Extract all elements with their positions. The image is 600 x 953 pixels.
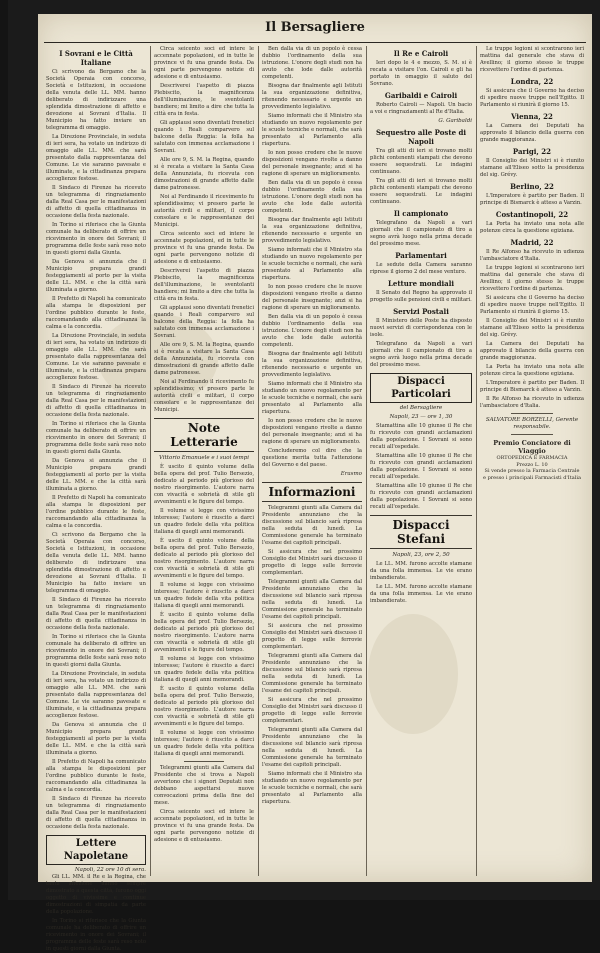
article-paragraph: Telegrammi giunti alla Camera dal Presidente annunziano che la discussione sul bilancio sarà ripresa nella seduta di lunedì. La Commissione generale ha terminato l'esame dei capitoli principali. (262, 505, 362, 546)
letters-heading: Lettere Napoletane (46, 835, 146, 865)
advertisement-line: Si vende presso la Farmacia Centrale (484, 468, 580, 474)
article-paragraph: Tra gli atti di ieri si trovano molti plichi contenenti stampati che devono essere sequestrati. Le indagini continuano. (370, 178, 472, 205)
news-city-heading: Costantinopoli, 22 (495, 210, 569, 219)
article-heading: Servizi Postali (393, 307, 449, 316)
newspaper-page (38, 14, 592, 952)
article-paragraph: Gli LL. MM. il Re e la Regina, che tanta affezione hanno sempre dimostrato a questa città, furono oggi oggetto di vivissime e continue dimostrazioni di simpatia da parte della popolazione. (46, 874, 146, 915)
article-paragraph: Noi al Ferdinando il ricevimento fu splendidissimo; vi presero parte le autorità civili e militari, il corpo consolare e le rappresentanze dei Municipi. (154, 194, 254, 228)
article-paragraph: Concluderemo col dire che la questione merita tutta l'attenzione del Governo e del paese. (262, 448, 362, 468)
article-paragraph: Il Sindaco di Firenze ha ricevuto un telegramma di ringraziamento dalla Real Casa per le manifestazioni di affetto di quella cittadinanza in occasione della festa nazionale. (46, 384, 146, 418)
section-heading: Informazioni (262, 482, 362, 502)
article-paragraph: L'Imperatore è partito per Baden. Il principe di Bismarck è atteso a Varzin. (480, 193, 584, 206)
article-paragraph: Descriverei l'aspetto di piazza Plebiscito, la magnificenza dell'illuminazione, le sventolanti bandiere; mi limito a dire che tutta la città era in festa. (154, 268, 254, 302)
article-paragraph: Da Genova si annunzia che il Municipio prepara grandi festeggiamenti al porto per la visita delle LL. MM. e che la città sarà illuminata a giorno. (46, 722, 146, 756)
article-paragraph: La Direzione Provinciale, in seduta di ieri sera, ha votato un indirizzo di omaggio alle LL. MM. che sarà presentato dalla rappresentanza del Comune. Le vie saranno pavesate e illuminate, e la cittadinanza prepara accoglienze festose. (46, 333, 146, 381)
article-paragraph: La Direzione Provinciale, in seduta di ieri sera, ha votato un indirizzo di omaggio alle LL. MM. che sarà presentato dalla rappresentanza del Comune. Le vie saranno pavesate e illuminate, e la cittadinanza prepara accoglienze festose. (46, 134, 146, 182)
article-paragraph: Telegrafano da Napoli a vari giornali che il campionato di tiro a segno avrà luogo nella prima decade del prossimo mese. (370, 341, 472, 368)
article-heading: Garibaldi e Cairoli (384, 91, 458, 100)
news-city-heading: Vienna, 22 (511, 112, 553, 121)
article-paragraph: Alle ore 9, S. M. la Regina, quando si è recata a visitare la Santa Casa della Annunziata, fu ricevuta con dimostrazioni di grande affetto dalle dame patronesse. (154, 157, 254, 191)
article-paragraph: È uscito il quinto volume della bella opera del prof. Tulio Bersezio, dedicato al periodo più glorioso del nostro risorgimento. L'autore narra con vivacità e sobrietà di stile gli avvenimenti e le figure del tempo. (154, 686, 254, 727)
article-paragraph: La Porta ha inviato una nota alle potenze circa la questione egiziana. (480, 221, 584, 234)
article-paragraph: Il volume si legge con vivissimo interesse; l'autore è riuscito a darci un quadro fedele della vita politica italiana di quegli anni memorandi. (154, 730, 254, 757)
article-paragraph: Le truppe legioni si scontrarono ieri mattina dal generale che stava di Avellino; il giorno stesso le truppe ricevettero l'ordine di partenza. (480, 265, 584, 292)
article-paragraph: Gli applausi sono diventati frenetici quando i Reali comparvero sul balcone della Reggia: la folla ha salutato con immensa acclamazione i Sovrani. (154, 305, 254, 339)
scan-background (8, 0, 600, 952)
article-paragraph: Da Genova si annunzia che il Municipio prepara grandi festeggiamenti al porto per la visita delle LL. MM. e che la città sarà illuminata a giorno. (46, 259, 146, 293)
article-paragraph: Il Sindaco di Firenze ha ricevuto un telegramma di ringraziamento dalla Real Casa per le manifestazioni di affetto di quella cittadinanza in occasione della festa nazionale. (46, 185, 146, 219)
article-paragraph: Gli applausi sono diventati frenetici quando i Reali comparvero sul balcone della Reggia: la folla ha salutato con immensa acclamazione i Sovrani. (154, 120, 254, 154)
dispatch-heading: Dispacci Stefani (370, 515, 472, 549)
column-divider (258, 46, 259, 876)
article-paragraph: Si assicura che nel prossimo Consiglio dei Ministri sarà discusso il progetto di legge sulle ferrovie complementari. (262, 697, 362, 724)
article-paragraph: Il Re Alfonso ha ricevuto in udienza l'ambasciatore d'Italia. (480, 396, 584, 409)
article-paragraph: Descriverei l'aspetto di piazza Plebiscito, la magnificenza dell'illuminazione, le sventolanti bandiere; mi limito a dire che tutta la città era in festa. (154, 83, 254, 117)
article-paragraph: Siamo informati che il Ministro sta studiando un nuovo regolamento per le scuole tecniche e normali, che sarà presentato al Parlamento alla riapertura. (262, 381, 362, 415)
dispatch-heading: Dispacci Particolari (370, 373, 472, 403)
article-paragraph: Si assicura che nel prossimo Consiglio dei Ministri sarà discusso il progetto di legge sulle ferrovie complementari. (262, 549, 362, 576)
article-paragraph: Da Genova si annunzia che il Municipio prepara grandi festeggiamenti al porto per la visita delle LL. MM. e che la città sarà illuminata a giorno. (46, 458, 146, 492)
article-paragraph: Siamo informati che il Ministro sta studiando un nuovo regolamento per le scuole tecniche e normali, che sarà presentato al Parlamento alla riapertura. (262, 247, 362, 281)
article-paragraph: In Torino si riferisce che la Giunta comunale ha deliberato di offrire un ricevimento in onore dei Sovrani; il programma delle feste sarà reso noto in questi giorni dalla Giunta. (46, 918, 146, 952)
article-paragraph: Io non posso credere che le nuove disposizioni vengano rivolte a danno del personale insegnante; anzi si ha ragione di sperare un miglioramento. (262, 150, 362, 177)
article-paragraph: Il Consiglio dei Ministri si è riunito stamane all'Eliseo sotto la presidenza del sig. Grévy. (480, 318, 584, 338)
article-paragraph: Alle ore 9, S. M. la Regina, quando si è recata a visitare la Santa Casa della Annunziata, fu ricevuta con dimostrazioni di grande affetto dalle dame patronesse. (154, 342, 254, 376)
article-paragraph: Io non posso credere che le nuove disposizioni vengano rivolte a danno del personale insegnante; anzi si ha ragione di sperare un miglioramento. (262, 284, 362, 311)
article-paragraph: La Camera dei Deputati ha approvato il bilancio della guerra con grande maggioranza. (480, 123, 584, 143)
dateline: Napoli, 22 ore 10 di sera. (74, 867, 146, 873)
advertisement-title: Premio Conciatore di Viaggio (493, 439, 571, 455)
article-paragraph: Telegrammi giunti alla Camera dal Presidente che si trova a Napoli avvertono che i signori Deputati non debbano aspettarsi nuove convocazioni prima della fine del mese. (154, 765, 254, 806)
article-paragraph: Il Prefetto di Napoli ha comunicato alla stampa le disposizioni per l'ordine pubblico durante le feste, raccomandando alla cittadinanza la calma e la concordia. (46, 296, 146, 330)
article-paragraph: L'Imperatore è partito per Baden. Il principe di Bismarck è atteso a Varzin. (480, 380, 584, 393)
article-paragraph: Siamo informati che il Ministro sta studiando un nuovo regolamento per le scuole tecniche e normali, che sarà presentato al Parlamento alla riapertura. (262, 113, 362, 147)
article-paragraph: Tra gli atti di ieri si trovano molti plichi contenenti stampati che devono essere sequestrati. Le indagini continuano. (370, 148, 472, 175)
article-paragraph: Noi al Ferdinando il ricevimento fu splendidissimo; vi presero parte le autorità civili e militari, il corpo consolare e le rappresentanze dei Municipi. (154, 379, 254, 413)
article-paragraph: Bisogna dar finalmente agli Istituti la sua organizzazione definitiva, ritenendo necessario e urgente un provvedimento legislativo. (262, 83, 362, 110)
article-paragraph: Roberto Cairoli — Napoli. Un bacio a voi e ringraziamenti al Re d'Italia. (370, 102, 472, 115)
article-paragraph: È uscito il quinto volume della bella opera del prof. Tulio Bersezio, dedicato al periodo più glorioso del nostro risorgimento. L'autore narra con vivacità e sobrietà di stile gli avvenimenti e le figure del tempo. (154, 538, 254, 579)
column-2 (154, 46, 254, 876)
advertisement-line: Prezzo L. 10 (516, 461, 548, 468)
article-paragraph: Il volume si legge con vivissimo interesse; l'autore è riuscito a darci un quadro fedele della vita politica italiana di quegli anni memorandi. (154, 508, 254, 535)
gerente-line: SALVATORE BORZELLI, Gerente responsabile. (485, 417, 579, 430)
article-paragraph: Il volume si legge con vivissimo interesse; l'autore è riuscito a darci un quadro fedele della vita politica italiana di quegli anni memorandi. (154, 656, 254, 683)
article-paragraph: Il Consiglio dei Ministri si è riunito stamane all'Eliseo sotto la presidenza del sig. Grévy. (480, 158, 584, 178)
news-city-heading: Berlino, 22 (510, 182, 554, 191)
article-paragraph: In Torino si riferisce che la Giunta comunale ha deliberato di offrire un ricevimento in onore dei Sovrani; il programma delle feste sarà reso noto in questi giorni dalla Giunta. (46, 222, 146, 256)
article-paragraph: Circa seicento soci ed intere le accennate popolazioni, ed in tutte le province vi fu una grande festa. Da ogni parte pervengono notizie di adesione e di entusiasmo. (154, 46, 254, 80)
article-heading: Il campionato (393, 209, 449, 218)
section-heading: Note Letterarie (154, 418, 254, 452)
article-paragraph: La Porta ha inviato una nota alle potenze circa la questione egiziana. (480, 364, 584, 377)
article-paragraph: Ci scrivono da Bergamo che la Società Operaia con concorso, Società e Istituzioni, in occasione della venuta delle LL. MM. hanno deliberato di indirizzare una splendida dimostrazione di affetto e devozione ai Sovrani d'Italia. Il Municipio ha fatto inviare un telegramma di omaggio. (46, 532, 146, 594)
separator (511, 434, 553, 435)
column-1 (46, 46, 146, 952)
article-paragraph: Telegrafano da Napoli a vari giornali che il campionato di tiro a segno avrà luogo nella prima decade del prossimo mese. (370, 220, 472, 247)
article-paragraph: È uscito il quinto volume della bella opera del prof. Tulio Bersezio, dedicato al periodo più glorioso del nostro risorgimento. L'autore narra con vivacità e sobrietà di stile gli avvenimenti e le figure del tempo. (154, 612, 254, 653)
column-4 (370, 46, 472, 876)
author-signature: Erasmo (340, 471, 362, 477)
article-paragraph: Ben dalla via di un popolo è cessa dubbio l'ordinamento della sua istruzione. L'onore degli studi non ha avuto che lode dalle autorità competenti. (262, 314, 362, 348)
article-paragraph: Ci scrivono da Bergamo che la Società Operaia con concorso, Società e Istituzioni, in occasione della venuta delle LL. MM. hanno deliberato di indirizzare una splendida dimostrazione di affetto e devozione ai Sovrani d'Italia. Il Municipio ha fatto inviare un telegramma di omaggio. (46, 69, 146, 131)
column-divider (476, 46, 477, 876)
article-paragraph: Le sedute della Camera saranno riprese il giorno 2 del mese venturo. (370, 262, 472, 275)
article-paragraph: Il Ministero delle Poste ha disposto nuovi servizi di corrispondenza con le isole. (370, 318, 472, 338)
column-3 (262, 46, 362, 876)
article-paragraph: Telegrammi giunti alla Camera dal Presidente annunziano che la discussione sul bilancio sarà ripresa nella seduta di lunedì. La Commissione generale ha terminato l'esame dei capitoli principali. (262, 579, 362, 620)
article-heading: I Sovrani e le Città Italiane (59, 49, 133, 67)
article-heading: Letture mondiali (387, 279, 455, 288)
dateline: Napoli, 23, ore 2, 50 (392, 552, 450, 558)
article-paragraph: Stamattina alle 10 giunse il Re che fu ricevuto con grandi acclamazioni dalla popolazione. I Sovrani si sono recati all'ospedale. (370, 453, 472, 480)
article-paragraph: Il Prefetto di Napoli ha comunicato alla stampa le disposizioni per l'ordine pubblico durante le feste, raccomandando alla cittadinanza la calma e la concordia. (46, 759, 146, 793)
article-paragraph: Bisogna dar finalmente agli Istituti la sua organizzazione definitiva, ritenendo necessario e urgente un provvedimento legislativo. (262, 217, 362, 244)
article-paragraph: Si assicura che il Governo ha deciso di spedire nuove truppe nell'Egitto. Il Parlamento si riunirà il giorno 15. (480, 295, 584, 315)
author-signature: G. Garibaldi (438, 118, 472, 124)
article-paragraph: Stamattina alle 10 giunse il Re che fu ricevuto con grandi acclamazioni dalla popolazione. I Sovrani si sono recati all'ospedale. (370, 423, 472, 450)
article-paragraph: Le truppe legioni si scontrarono ieri mattina dal generale che stava di Avellino; il giorno stesso le truppe ricevettero l'ordine di partenza. (480, 46, 584, 73)
section-subheading: Vittorio Emanuele e i suoi tempi (158, 455, 250, 461)
article-paragraph: La Camera dei Deputati ha approvato il bilancio della guerra con grande maggioranza. (480, 341, 584, 361)
article-paragraph: Circa seicento soci ed intere le accennate popolazioni, ed in tutte le province vi fu una grande festa. Da ogni parte pervengono notizie di adesione e di entusiasmo. (154, 231, 254, 265)
article-paragraph: Il Senato del Regno ha approvato il progetto sulle pensioni civili e militari. (370, 290, 472, 303)
masthead-rule (44, 42, 586, 43)
article-paragraph: Si assicura che il Governo ha deciso di spedire nuove truppe nell'Egitto. Il Parlamento si riunirà il giorno 15. (480, 88, 584, 108)
article-paragraph: Ben dalla via di un popolo è cessa dubbio l'ordinamento della sua istruzione. L'onore degli studi non ha avuto che lode dalle autorità competenti. (262, 180, 362, 214)
column-divider (366, 46, 367, 876)
separator (511, 413, 553, 414)
article-paragraph: La Direzione Provinciale, in seduta di ieri sera, ha votato un indirizzo di omaggio alle LL. MM. che sarà presentato dalla rappresentanza del Comune. Le vie saranno pavesate e illuminate, e la cittadinanza prepara accoglienze festose. (46, 671, 146, 719)
dateline: Napoli, 23 — ore 1, 30 (389, 414, 453, 420)
news-city-heading: Madrid, 22 (510, 238, 554, 247)
article-paragraph: In Torino si riferisce che la Giunta comunale ha deliberato di offrire un ricevimento in onore dei Sovrani; il programma delle feste sarà reso noto in questi giorni dalla Giunta. (46, 421, 146, 455)
article-heading: Il Re e Cairoli (393, 49, 449, 58)
article-paragraph: Io non posso credere che le nuove disposizioni vengano rivolte a danno del personale insegnante; anzi si ha ragione di sperare un miglioramento. (262, 418, 362, 445)
article-paragraph: Ben dalla via di un popolo è cessa dubbio l'ordinamento della sua istruzione. L'onore degli studi non ha avuto che lode dalle autorità competenti. (262, 46, 362, 80)
article-paragraph: Telegrammi giunti alla Camera dal Presidente annunziano che la discussione sul bilancio sarà ripresa nella seduta di lunedì. La Commissione generale ha terminato l'esame dei capitoli principali. (262, 653, 362, 694)
article-paragraph: Stamattina alle 10 giunse il Re che fu ricevuto con grandi acclamazioni dalla popolazione. I Sovrani si sono recati all'ospedale. (370, 483, 472, 510)
article-paragraph: Le LL. MM. furono accolte stamane da una folla immensa. Le vie erano imbandierate. (370, 584, 472, 604)
article-paragraph: Bisogna dar finalmente agli Istituti la sua organizzazione definitiva, ritenendo necessario e urgente un provvedimento legislativo. (262, 351, 362, 378)
article-paragraph: Il Sindaco di Firenze ha ricevuto un telegramma di ringraziamento dalla Real Casa per le manifestazioni di affetto di quella cittadinanza in occasione della festa nazionale. (46, 597, 146, 631)
advertisement-line: e presso i principali Farmacisti d'Italia (483, 474, 581, 481)
article-paragraph: Si assicura che nel prossimo Consiglio dei Ministri sarà discusso il progetto di legge sulle ferrovie complementari. (262, 623, 362, 650)
article-paragraph: È uscito il quinto volume della bella opera del prof. Tulio Bersezio, dedicato al periodo più glorioso del nostro risorgimento. L'autore narra con vivacità e sobrietà di stile gli avvenimenti e le figure del tempo. (154, 464, 254, 505)
article-paragraph: Il Sindaco di Firenze ha ricevuto un telegramma di ringraziamento dalla Real Casa per le manifestazioni di affetto di quella cittadinanza in occasione della festa nazionale. (46, 796, 146, 830)
article-heading: Parlamentari (395, 251, 447, 260)
column-divider (150, 46, 151, 876)
article-paragraph: In Torino si riferisce che la Giunta comunale ha deliberato di offrire un ricevimento in onore dei Sovrani; il programma delle feste sarà reso noto in questi giorni dalla Giunta. (46, 634, 146, 668)
news-city-heading: Parigi, 22 (512, 147, 552, 156)
masthead-title: Il Bersagliere (265, 20, 365, 35)
article-paragraph: Il Re Alfonso ha ricevuto in udienza l'ambasciatore d'Italia. (480, 249, 584, 262)
dispatch-subheading: del Bersagliere (399, 405, 443, 411)
separator (184, 761, 224, 762)
column-5 (480, 46, 584, 876)
advertisement-line: ORTOPEDICA E FARMACIA (496, 455, 568, 461)
article-paragraph: Circa seicento soci ed intere le accennate popolazioni, ed in tutte le province vi fu una grande festa. Da ogni parte pervengono notizie di adesione e di entusiasmo. (154, 809, 254, 843)
article-paragraph: Il Prefetto di Napoli ha comunicato alla stampa le disposizioni per l'ordine pubblico durante le feste, raccomandando alla cittadinanza la calma e la concordia. (46, 495, 146, 529)
article-paragraph: Telegrammi giunti alla Camera dal Presidente annunziano che la discussione sul bilancio sarà ripresa nella seduta di lunedì. La Commissione generale ha terminato l'esame dei capitoli principali. (262, 727, 362, 768)
article-paragraph: Le LL. MM. furono accolte stamane da una folla immensa. Le vie erano imbandierate. (370, 561, 472, 581)
article-paragraph: Siamo informati che il Ministro sta studiando un nuovo regolamento per le scuole tecniche e normali, che sarà presentato al Parlamento alla riapertura. (262, 771, 362, 805)
article-heading: Sequestro alle Poste di Napoli (375, 128, 467, 146)
article-paragraph: Ieri dopo le 4 e mezzo, S. M. si è recata a visitare l'on. Cairoli e gli ha portato in omaggio il saluto del Sovrano. (370, 60, 472, 87)
article-paragraph: Il volume si legge con vivissimo interesse; l'autore è riuscito a darci un quadro fedele della vita politica italiana di quegli anni memorandi. (154, 582, 254, 609)
news-city-heading: Londra, 22 (510, 77, 554, 86)
